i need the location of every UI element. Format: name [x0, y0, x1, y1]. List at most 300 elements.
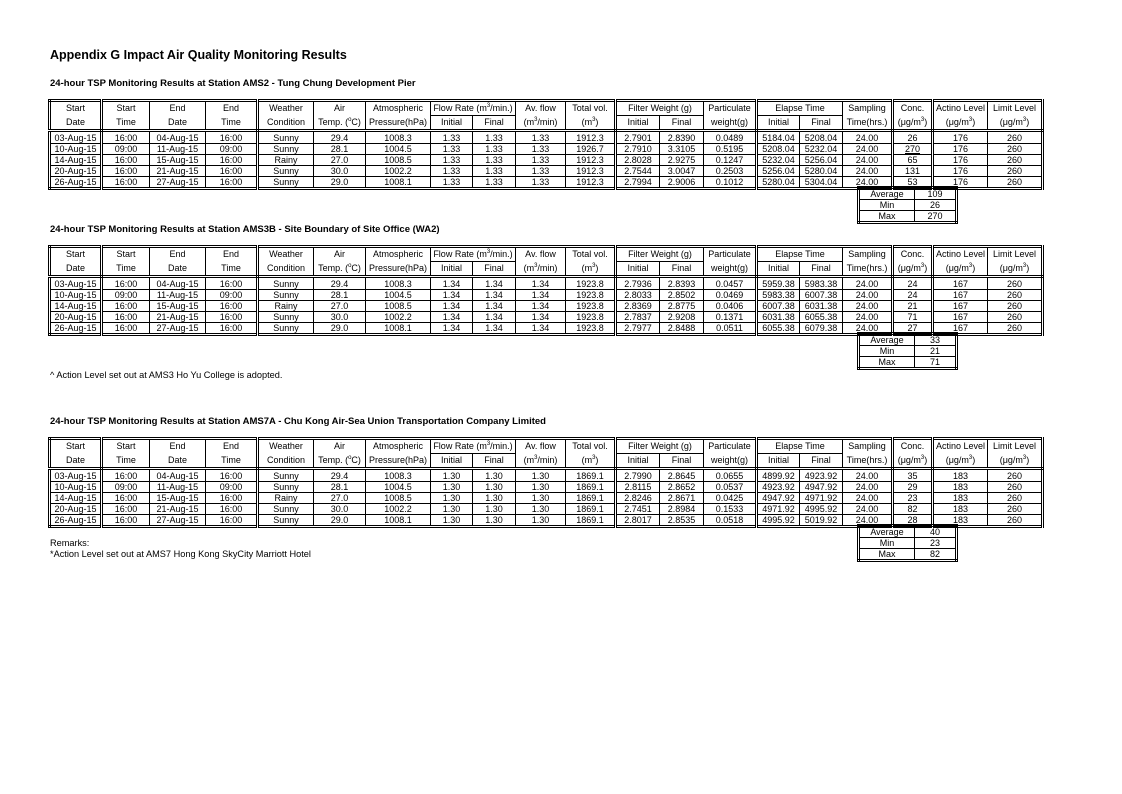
table-cell: 1.34 [431, 277, 473, 290]
table-cell: 82 [893, 504, 933, 515]
table-cell: 1.33 [516, 166, 566, 177]
column-header: Particulate [704, 439, 757, 454]
table-cell: Sunny [258, 469, 314, 482]
table-cell: 24.00 [843, 290, 893, 301]
table-cell: 1.33 [473, 166, 516, 177]
table-cell: 4971.92 [757, 504, 800, 515]
column-subheader: Condition [258, 116, 314, 131]
table-cell: 1.30 [431, 515, 473, 527]
table-cell: 1.33 [473, 155, 516, 166]
table-cell: 09:00 [206, 144, 258, 155]
stat-label: Max [859, 211, 915, 223]
column-subheader: $(\mu g/m^3)$ [893, 262, 933, 277]
table-cell: 20-Aug-15 [50, 504, 102, 515]
table-cell: 27-Aug-15 [150, 177, 206, 189]
table-cell: 0.0537 [704, 482, 757, 493]
table-cell: 29.4 [314, 469, 366, 482]
column-subheader: Date [50, 116, 102, 131]
table-cell: 167 [933, 290, 988, 301]
table-cell: 24 [893, 277, 933, 290]
table-cell: 09:00 [206, 290, 258, 301]
column-header: Weather [258, 101, 314, 116]
table-cell: 1008.5 [366, 155, 431, 166]
table-cell: 1.33 [473, 144, 516, 155]
column-header: Conc. [893, 439, 933, 454]
table-cell: 1.33 [516, 177, 566, 189]
column-header: Flow Rate $(m^3/\min.)$ [431, 101, 516, 116]
table-cell: Sunny [258, 177, 314, 189]
column-subheader: Final [473, 262, 516, 277]
table-cell: 1912.3 [566, 131, 616, 144]
table-cell: Sunny [258, 131, 314, 144]
table-cell: 1.30 [516, 493, 566, 504]
table-row [50, 493, 1043, 504]
table-cell: 29.0 [314, 323, 366, 335]
column-header: End [206, 101, 258, 116]
table-cell: 5280.04 [757, 177, 800, 189]
table-cell: 2.8369 [616, 301, 660, 312]
column-subheader: Condition [258, 454, 314, 469]
table-cell: 260 [988, 515, 1043, 527]
column-subheader: Final [660, 262, 704, 277]
column-header: Air [314, 101, 366, 116]
table-row [50, 312, 1043, 323]
column-header: Air [314, 247, 366, 262]
column-subheader: Date [150, 116, 206, 131]
column-subheader: $(m^3/\min)$ [516, 454, 566, 469]
table-cell: 176 [933, 144, 988, 155]
table-cell: 260 [988, 301, 1043, 312]
column-header: Actino Level [933, 439, 988, 454]
results-table [48, 245, 1044, 336]
station-heading: 24-hour TSP Monitoring Results at Station AMS3B - Site Boundary of Site Office (WA2) [50, 224, 440, 235]
table-cell: 16:00 [206, 155, 258, 166]
table-cell: 30.0 [314, 312, 366, 323]
table-cell: 24.00 [843, 469, 893, 482]
table-cell: 16:00 [102, 177, 150, 189]
table-cell: 260 [988, 504, 1043, 515]
table-cell: 1.34 [516, 290, 566, 301]
column-subheader: $(m^3/\min)$ [516, 116, 566, 131]
stat-value: 26 [915, 200, 957, 211]
table-cell: 5959.38 [757, 277, 800, 290]
table-cell: 16:00 [206, 277, 258, 290]
table-cell: 28.1 [314, 144, 366, 155]
table-cell: 5983.38 [800, 277, 843, 290]
table-cell: 15-Aug-15 [150, 155, 206, 166]
table-cell: 16:00 [102, 312, 150, 323]
table-cell: 11-Aug-15 [150, 290, 206, 301]
table-cell: 16:00 [206, 469, 258, 482]
table-cell: 1.34 [431, 290, 473, 301]
column-header: Limit Level [988, 247, 1043, 262]
column-header: Start [102, 101, 150, 116]
column-subheader: Initial [431, 116, 473, 131]
table-row [50, 131, 1043, 144]
table-cell: 10-Aug-15 [50, 482, 102, 493]
stat-label: Min [859, 538, 915, 549]
table-row [50, 301, 1043, 312]
table-cell: 16:00 [206, 301, 258, 312]
table-row [50, 469, 1043, 482]
table-cell: 24.00 [843, 493, 893, 504]
table-cell: 16:00 [206, 504, 258, 515]
table-cell: 5232.04 [757, 155, 800, 166]
table-cell: 1004.5 [366, 482, 431, 493]
table-cell: 176 [933, 177, 988, 189]
column-header: Weather [258, 247, 314, 262]
table-cell: 2.8488 [660, 323, 704, 335]
table-cell: 1.30 [473, 482, 516, 493]
table-cell: 5983.38 [757, 290, 800, 301]
results-table [48, 99, 1044, 190]
table-cell: 09:00 [102, 290, 150, 301]
table-cell: 1.34 [516, 323, 566, 335]
table-cell: 167 [933, 323, 988, 335]
table-cell: 2.8671 [660, 493, 704, 504]
table-cell: 5256.04 [800, 155, 843, 166]
table-cell: 1004.5 [366, 144, 431, 155]
column-subheader: $(\mu g/m^3)$ [893, 116, 933, 131]
table-cell: 1.30 [516, 469, 566, 482]
table-cell: 2.8246 [616, 493, 660, 504]
table-cell: Sunny [258, 290, 314, 301]
table-cell: Sunny [258, 277, 314, 290]
table-cell: 5256.04 [757, 166, 800, 177]
results-table [48, 437, 1044, 528]
table-cell: 260 [988, 131, 1043, 144]
table-cell: 6055.38 [800, 312, 843, 323]
stats-table [857, 332, 958, 370]
table-cell: 6031.38 [757, 312, 800, 323]
table-cell: 2.7994 [616, 177, 660, 189]
table-cell: 2.8535 [660, 515, 704, 527]
column-subheader: Date [50, 262, 102, 277]
remarks-label: Remarks: [50, 538, 90, 548]
table-cell: 1869.1 [566, 493, 616, 504]
table-cell: 1912.3 [566, 177, 616, 189]
column-header: Elapse Time [757, 439, 843, 454]
column-header: Sampling [843, 101, 893, 116]
table-cell: 2.7451 [616, 504, 660, 515]
column-subheader: Time [206, 454, 258, 469]
column-header: End [150, 101, 206, 116]
stat-value: 23 [915, 538, 957, 549]
table-cell: 2.9006 [660, 177, 704, 189]
column-header: Filter Weight (g) [616, 101, 704, 116]
column-subheader: $(m^3)$ [566, 454, 616, 469]
column-header: Filter Weight (g) [616, 247, 704, 262]
column-subheader: Initial [757, 262, 800, 277]
column-subheader: $(\mu g/m^3)$ [988, 454, 1043, 469]
column-header: End [206, 247, 258, 262]
table-cell: Sunny [258, 144, 314, 155]
table-cell: 1002.2 [366, 312, 431, 323]
table-cell: 0.0406 [704, 301, 757, 312]
table-cell: 24 [893, 290, 933, 301]
table-cell: 1002.2 [366, 504, 431, 515]
table-cell: 1.34 [516, 301, 566, 312]
table-row [50, 482, 1043, 493]
table-cell: 167 [933, 301, 988, 312]
column-subheader: Date [50, 454, 102, 469]
table-cell: 4923.92 [757, 482, 800, 493]
column-subheader: $(\mu g/m^3)$ [988, 116, 1043, 131]
table-cell: 2.8502 [660, 290, 704, 301]
column-header: Start [50, 101, 102, 116]
column-subheader: Date [150, 262, 206, 277]
table-cell: 1008.1 [366, 323, 431, 335]
table-cell: 23 [893, 493, 933, 504]
table-cell: 1912.3 [566, 155, 616, 166]
table-cell: 27.0 [314, 301, 366, 312]
stat-label: Min [859, 200, 915, 211]
column-header: Actino Level [933, 247, 988, 262]
table-cell: 35 [893, 469, 933, 482]
column-subheader: Temp. ($^o$C) [314, 262, 366, 277]
column-subheader: Initial [757, 116, 800, 131]
table-cell: 4947.92 [800, 482, 843, 493]
table-cell: 260 [988, 144, 1043, 155]
stat-label: Min [859, 346, 915, 357]
table-cell: 71 [893, 312, 933, 323]
column-subheader: $(\mu g/m^3)$ [893, 454, 933, 469]
table-cell: 24.00 [843, 131, 893, 144]
table-cell: 16:00 [102, 301, 150, 312]
column-header: Atmospheric [366, 101, 431, 116]
stat-value: 270 [915, 211, 957, 223]
column-subheader: Initial [616, 116, 660, 131]
column-subheader: $(\mu g/m^3)$ [933, 116, 988, 131]
table-row [50, 144, 1043, 155]
table-cell: 5208.04 [800, 131, 843, 144]
column-subheader: $(m^3)$ [566, 262, 616, 277]
column-subheader: Final [800, 262, 843, 277]
column-subheader: Temp. ($^o$C) [314, 116, 366, 131]
table-cell: 0.0457 [704, 277, 757, 290]
table-cell: 1.34 [473, 323, 516, 335]
column-header: Start [50, 247, 102, 262]
table-cell: 131 [893, 166, 933, 177]
table-cell: 5184.04 [757, 131, 800, 144]
table-cell: 2.8028 [616, 155, 660, 166]
remarks-text: *Action Level set out at AMS7 Hong Kong SkyCity Marriott Hotel [50, 549, 311, 559]
station-heading: 24-hour TSP Monitoring Results at Station AMS2 - Tung Chung Development Pier [50, 78, 416, 89]
stat-value: 21 [915, 346, 957, 357]
table-cell: 2.8984 [660, 504, 704, 515]
table-cell: 0.1012 [704, 177, 757, 189]
table-cell: 4947.92 [757, 493, 800, 504]
table-cell: 1008.1 [366, 515, 431, 527]
table-cell: 176 [933, 131, 988, 144]
table-cell: 21 [893, 301, 933, 312]
table-cell: 2.9275 [660, 155, 704, 166]
table-cell: 1008.5 [366, 493, 431, 504]
table-cell: 260 [988, 166, 1043, 177]
column-header: End [150, 439, 206, 454]
column-subheader: Initial [431, 262, 473, 277]
table-cell: 26-Aug-15 [50, 515, 102, 527]
table-cell: 21-Aug-15 [150, 312, 206, 323]
table-cell: 24.00 [843, 277, 893, 290]
column-subheader: Final [473, 116, 516, 131]
table-cell: 1.34 [431, 301, 473, 312]
table-cell: 3.3105 [660, 144, 704, 155]
table-cell: 1.33 [431, 166, 473, 177]
column-subheader: Initial [757, 454, 800, 469]
table-cell: 1869.1 [566, 504, 616, 515]
table-cell: 183 [933, 504, 988, 515]
table-cell: Sunny [258, 482, 314, 493]
table-cell: 1.30 [431, 482, 473, 493]
table-cell: 1.34 [473, 290, 516, 301]
column-header: Av. flow [516, 247, 566, 262]
table-cell: 0.0511 [704, 323, 757, 335]
column-subheader: Initial [616, 262, 660, 277]
column-header: Flow Rate $(m^3/\min.)$ [431, 247, 516, 262]
table-cell: 2.7990 [616, 469, 660, 482]
table-cell: 1008.3 [366, 469, 431, 482]
column-header: Actino Level [933, 101, 988, 116]
table-cell: 24.00 [843, 515, 893, 527]
table-cell: 1.34 [516, 312, 566, 323]
table-cell: 30.0 [314, 504, 366, 515]
table-cell: 0.1247 [704, 155, 757, 166]
table-cell: 1923.8 [566, 312, 616, 323]
table-cell: 1.30 [473, 515, 516, 527]
table-cell: 1002.2 [366, 166, 431, 177]
column-subheader: Time [102, 454, 150, 469]
table-cell: 03-Aug-15 [50, 131, 102, 144]
table-cell: 1.33 [516, 131, 566, 144]
table-cell: 1008.1 [366, 177, 431, 189]
table-cell: 27 [893, 323, 933, 335]
column-header: Weather [258, 439, 314, 454]
table-cell: 0.0655 [704, 469, 757, 482]
column-subheader: Pressure(hPa) [366, 454, 431, 469]
table-cell: 11-Aug-15 [150, 482, 206, 493]
table-cell: 04-Aug-15 [150, 469, 206, 482]
column-header: Sampling [843, 439, 893, 454]
column-header: Sampling [843, 247, 893, 262]
table-cell: 1.30 [516, 482, 566, 493]
column-header: Flow Rate $(m^3/\min.)$ [431, 439, 516, 454]
table-cell: 260 [988, 323, 1043, 335]
column-header: End [150, 247, 206, 262]
table-cell: 1.33 [431, 155, 473, 166]
table-cell: 1923.8 [566, 323, 616, 335]
table-cell: Sunny [258, 323, 314, 335]
table-cell: 24.00 [843, 166, 893, 177]
table-cell: 0.0425 [704, 493, 757, 504]
table-cell: 260 [988, 469, 1043, 482]
table-cell: 09:00 [206, 482, 258, 493]
table-cell: 16:00 [102, 131, 150, 144]
table-cell: Rainy [258, 301, 314, 312]
table-cell: 16:00 [206, 515, 258, 527]
table-cell: 1.30 [516, 515, 566, 527]
table-row [50, 290, 1043, 301]
table-cell: 03-Aug-15 [50, 277, 102, 290]
table-cell: 16:00 [206, 166, 258, 177]
table-cell: 29.0 [314, 177, 366, 189]
table-cell: 6031.38 [800, 301, 843, 312]
table-cell: 6007.38 [757, 301, 800, 312]
table-cell: 4995.92 [800, 504, 843, 515]
table-cell: 2.7544 [616, 166, 660, 177]
table-cell: 260 [988, 155, 1043, 166]
table-cell: 20-Aug-15 [50, 166, 102, 177]
table-cell: 2.8033 [616, 290, 660, 301]
table-cell: 24.00 [843, 312, 893, 323]
table-cell: 6055.38 [757, 323, 800, 335]
table-cell: 04-Aug-15 [150, 277, 206, 290]
table-cell: 183 [933, 493, 988, 504]
column-subheader: Pressure(hPa) [366, 262, 431, 277]
column-subheader: weight(g) [704, 454, 757, 469]
column-header: Conc. [893, 101, 933, 116]
table-cell: 16:00 [206, 131, 258, 144]
table-cell: 16:00 [206, 323, 258, 335]
table-cell: 260 [988, 277, 1043, 290]
table-row [50, 277, 1043, 290]
table-cell: 260 [988, 493, 1043, 504]
table-cell: 0.2503 [704, 166, 757, 177]
table-cell: Sunny [258, 166, 314, 177]
table-cell: 15-Aug-15 [150, 493, 206, 504]
stat-label: Average [859, 334, 915, 346]
table-cell: 183 [933, 482, 988, 493]
column-subheader: Initial [616, 454, 660, 469]
column-subheader: Time [102, 116, 150, 131]
table-cell: 16:00 [102, 504, 150, 515]
column-header: Start [102, 247, 150, 262]
table-cell: 2.8390 [660, 131, 704, 144]
table-cell: 6007.38 [800, 290, 843, 301]
stat-value: 71 [915, 357, 957, 369]
column-subheader: Final [800, 454, 843, 469]
table-cell: 21-Aug-15 [150, 504, 206, 515]
table-cell: 4923.92 [800, 469, 843, 482]
table-cell: 10-Aug-15 [50, 290, 102, 301]
table-cell: 2.7901 [616, 131, 660, 144]
table-cell: 27.0 [314, 493, 366, 504]
column-header: Limit Level [988, 101, 1043, 116]
note-ams3: ^ Action Level set out at AMS3 Ho Yu College is adopted. [50, 370, 283, 380]
table-cell: 270 [893, 144, 933, 155]
column-header: Atmospheric [366, 439, 431, 454]
column-header: Filter Weight (g) [616, 439, 704, 454]
table-cell: 176 [933, 166, 988, 177]
table-row [50, 504, 1043, 515]
table-cell: 24.00 [843, 323, 893, 335]
table-cell: 2.7837 [616, 312, 660, 323]
table-cell: 2.7910 [616, 144, 660, 155]
table-cell: 2.8393 [660, 277, 704, 290]
stat-label: Max [859, 549, 915, 561]
table-cell: 15-Aug-15 [150, 301, 206, 312]
table-cell: 1.30 [473, 504, 516, 515]
column-header: Total vol. [566, 247, 616, 262]
column-subheader: Final [660, 454, 704, 469]
table-cell: 65 [893, 155, 933, 166]
column-header: Start [102, 439, 150, 454]
table-cell: 16:00 [206, 312, 258, 323]
table-cell: 1008.3 [366, 277, 431, 290]
stats-table [857, 524, 958, 562]
table-cell: 1869.1 [566, 515, 616, 527]
table-cell: 5304.04 [800, 177, 843, 189]
